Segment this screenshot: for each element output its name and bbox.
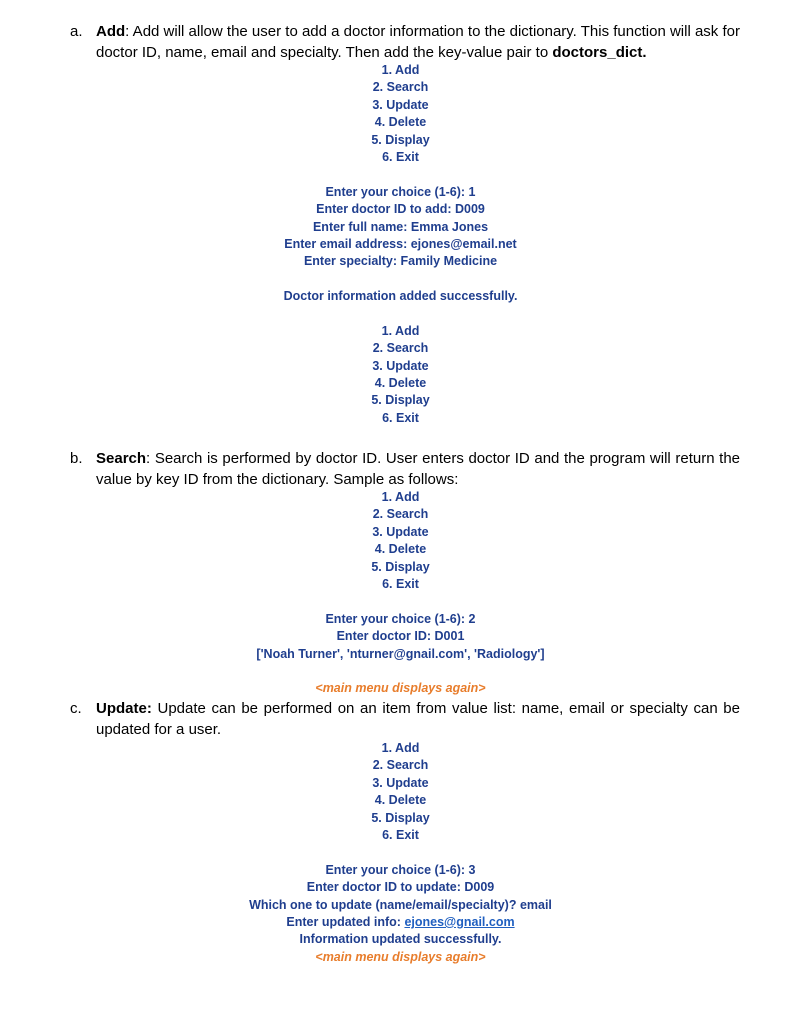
section-c-body: Update can be performed on an item from value list: name, email or specialty can be updated for a user. — [96, 700, 740, 738]
section-c-paragraph — [70, 698, 740, 740]
menu-item-update: 3. Update — [372, 358, 429, 373]
search-result: ['Noah Turner', 'nturner@gnail.com', 'Radiology'] — [256, 646, 545, 661]
section-c-text — [96, 698, 740, 740]
menu-item-exit: 6. Exit — [382, 827, 419, 842]
section-a-body: : Add will allow the user to add a doctor information to the dictionary. This function will ask for doctor ID, name, email and specialty. Then add the key-value pair to — [96, 23, 740, 61]
section-c-title: Update: — [96, 700, 152, 717]
add-result-message: Doctor information added successfully. — [283, 289, 518, 304]
specialty-prompt: Enter specialty: Family Medicine — [303, 254, 498, 269]
choice-prompt: Enter your choice (1-6): 1 — [325, 184, 476, 199]
menu-item-delete: 4. Delete — [374, 793, 427, 808]
updated-email-link[interactable]: ejones@gnail.com — [404, 914, 515, 929]
section-b-body: : Search is performed by doctor ID. User enters doctor ID and the program will return the value by key ID from the dictionary. Sample as follows: — [96, 450, 740, 488]
menu-item-exit: 6. Exit — [382, 149, 419, 164]
menu-item-add: 1. Add — [381, 63, 420, 77]
menu-item-search: 2. Search — [372, 341, 429, 356]
menu-item-display: 5. Display — [371, 559, 430, 574]
doctor-id-prompt: Enter doctor ID to update: D009 — [306, 880, 495, 895]
menu-item-exit: 6. Exit — [382, 410, 419, 425]
section-c-console — [0, 740, 801, 966]
section-a-text — [96, 21, 740, 63]
section-c-marker: c. — [70, 700, 82, 717]
menu-item-update: 3. Update — [372, 97, 429, 112]
menu-item-display: 5. Display — [371, 393, 430, 408]
full-name-prompt: Enter full name: Emma Jones — [312, 219, 489, 234]
menu-item-search: 2. Search — [372, 758, 429, 773]
main-menu-note: <main menu displays again> — [315, 681, 486, 696]
section-a-title: Add — [96, 23, 126, 40]
section-a-console — [0, 62, 801, 427]
section-b-marker: b. — [70, 450, 83, 467]
menu-item-add: 1. Add — [381, 490, 420, 504]
choice-prompt: Enter your choice (1-6): 3 — [325, 862, 476, 877]
menu-item-add: 1. Add — [381, 741, 420, 755]
section-a-paragraph — [70, 21, 740, 63]
menu-item-delete: 4. Delete — [374, 376, 427, 391]
email-prompt: Enter email address: ejones@email.net — [284, 236, 517, 251]
menu-item-display: 5. Display — [371, 810, 430, 825]
menu-item-exit: 6. Exit — [382, 576, 419, 591]
menu-item-add: 1. Add — [381, 323, 420, 338]
menu-item-delete: 4. Delete — [374, 115, 427, 130]
menu-item-display: 5. Display — [371, 132, 430, 147]
menu-item-search: 2. Search — [372, 80, 429, 95]
field-choice-prompt: Which one to update (name/email/specialty)? email — [249, 897, 552, 912]
section-b-paragraph — [70, 448, 740, 490]
menu-item-search: 2. Search — [372, 507, 429, 522]
choice-prompt: Enter your choice (1-6): 2 — [325, 611, 476, 626]
menu-item-update: 3. Update — [372, 775, 429, 790]
updated-info-prompt — [0, 914, 801, 931]
updated-info-label: Enter updated info: — [286, 914, 405, 929]
section-b-text — [96, 448, 740, 490]
section-b-console — [0, 489, 801, 698]
section-b-title: Search — [96, 450, 147, 467]
section-a-marker: a. — [70, 23, 83, 40]
main-menu-note: <main menu displays again> — [315, 949, 486, 964]
doctor-id-prompt: Enter doctor ID: D001 — [336, 629, 465, 644]
section-a-dict-name: doctors_dict. — [552, 44, 647, 61]
update-result-message: Information updated successfully. — [299, 932, 502, 947]
menu-item-update: 3. Update — [372, 524, 429, 539]
menu-item-delete: 4. Delete — [374, 542, 427, 557]
doctor-id-prompt: Enter doctor ID to add: D009 — [316, 202, 485, 217]
